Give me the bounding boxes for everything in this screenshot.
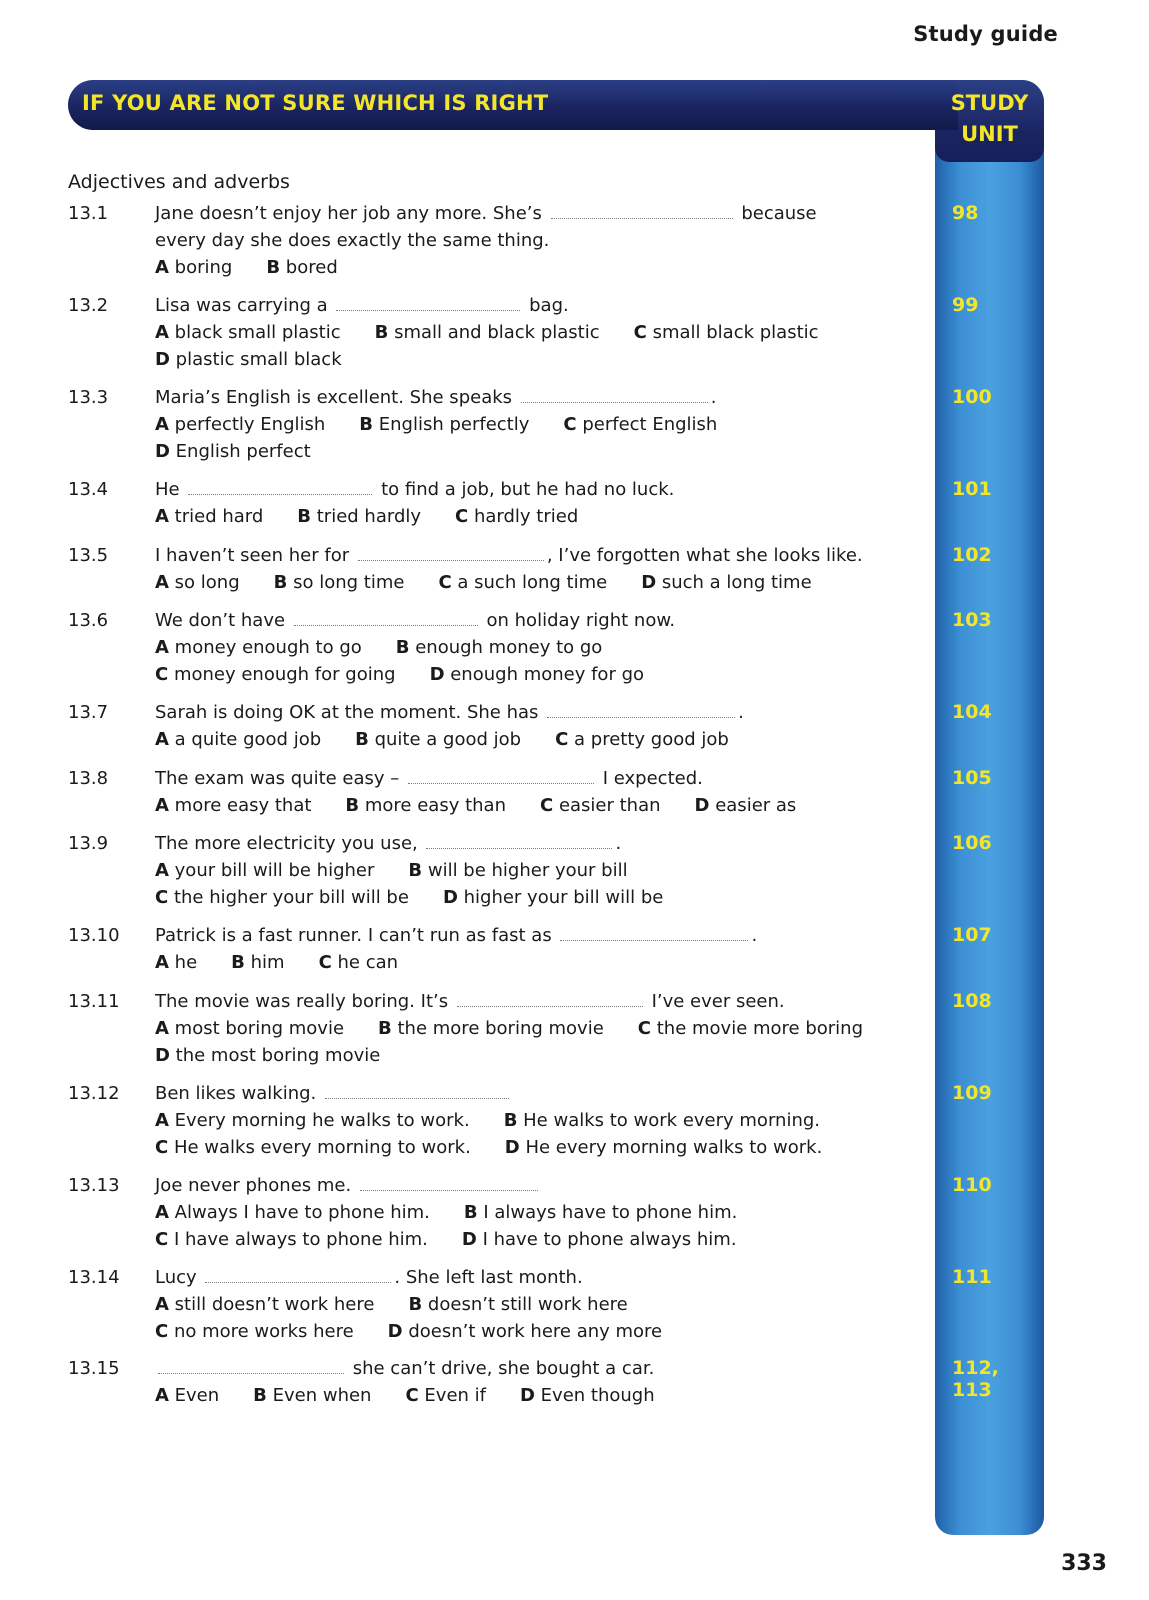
answer-option-a[interactable] <box>155 506 263 527</box>
option-text: hardly tried <box>468 506 579 527</box>
stem-text: every day she does exactly the same thing. <box>155 230 550 251</box>
stem-text: I expected. <box>597 768 703 789</box>
stem-text: Patrick is a fast runner. I can’t run as fast as <box>155 925 558 946</box>
option-text: will be higher your bill <box>422 860 628 881</box>
question-stem <box>155 479 674 500</box>
option-text: most boring movie <box>168 1018 345 1039</box>
option-text: He walks every morning to work. <box>168 1137 471 1158</box>
question-stem <box>155 702 744 723</box>
option-text: I always have to phone him. <box>477 1202 738 1223</box>
options-row <box>155 952 432 973</box>
answer-option-a[interactable] <box>155 322 341 343</box>
option-text: money enough for going <box>168 664 396 685</box>
options-row <box>155 1202 771 1223</box>
option-letter: C <box>155 664 169 685</box>
option-text: Always I have to phone him. <box>168 1202 430 1223</box>
option-letter: B <box>273 572 288 593</box>
answer-blank[interactable] <box>521 388 708 403</box>
question-number: 13.15 <box>68 1358 120 1379</box>
option-text: the movie more boring <box>651 1018 864 1039</box>
option-text: a such long time <box>451 572 608 593</box>
answer-option-d[interactable] <box>430 664 644 685</box>
option-text: your bill will be higher <box>168 860 375 881</box>
answer-option-b[interactable] <box>408 1294 627 1315</box>
question-stem <box>155 387 716 408</box>
stem-text: . <box>615 833 622 854</box>
option-text: Even if <box>418 1385 486 1406</box>
question-number: 13.11 <box>68 991 120 1012</box>
answer-option-c[interactable] <box>555 729 729 750</box>
answer-option-d[interactable] <box>155 441 311 462</box>
option-letter: B <box>408 1294 423 1315</box>
option-letter: D <box>641 572 657 593</box>
question-number: 13.2 <box>68 295 109 316</box>
study-unit-number[interactable]: 110 <box>952 1174 992 1196</box>
option-letter: D <box>155 349 170 370</box>
options-row <box>155 1045 414 1066</box>
running-head: Study guide <box>913 22 1058 46</box>
option-text: higher your bill will be <box>457 887 664 908</box>
stem-text: Maria’s English is excellent. She speaks <box>155 387 518 408</box>
answer-blank[interactable] <box>551 204 733 219</box>
option-letter: B <box>408 860 423 881</box>
answer-blank[interactable] <box>547 703 735 718</box>
option-letter: C <box>318 952 332 973</box>
option-letter: A <box>155 1018 169 1039</box>
study-unit-number[interactable]: 100 <box>952 386 992 408</box>
answer-blank[interactable] <box>325 1084 509 1099</box>
option-letter: D <box>520 1385 535 1406</box>
options-row <box>155 664 678 685</box>
answer-option-b[interactable] <box>266 257 337 278</box>
option-letter: A <box>155 637 169 658</box>
option-text: enough money for go <box>444 664 645 685</box>
option-letter: D <box>442 887 458 908</box>
stem-text: Sarah is doing OK at the moment. She has <box>155 702 545 723</box>
options-row <box>155 1385 689 1406</box>
answer-blank[interactable] <box>294 611 478 626</box>
answer-option-b[interactable] <box>355 729 521 750</box>
study-unit-number[interactable]: 105 <box>952 767 992 789</box>
study-unit-number[interactable]: 109 <box>952 1082 992 1104</box>
option-text: doesn’t still work here <box>422 1294 628 1315</box>
option-letter: B <box>266 257 281 278</box>
answer-blank[interactable] <box>358 546 544 561</box>
option-text: a quite good job <box>168 729 322 750</box>
study-unit-number[interactable]: 108 <box>952 990 992 1012</box>
answer-option-d[interactable] <box>462 1229 737 1250</box>
question-number: 13.9 <box>68 833 109 854</box>
stem-text: to find a job, but he had no luck. <box>375 479 675 500</box>
option-letter: B <box>297 506 312 527</box>
option-text: the higher your bill will be <box>168 887 409 908</box>
option-text: Even when <box>266 1385 372 1406</box>
option-text: money enough to go <box>168 637 362 658</box>
option-text: Every morning he walks to work. <box>168 1110 470 1131</box>
option-text: no more works here <box>168 1321 354 1342</box>
stem-text: because <box>735 203 817 224</box>
page-number: 333 <box>1061 1551 1107 1576</box>
study-unit-header-line1: STUDY <box>950 91 1029 115</box>
answer-option-a[interactable] <box>155 952 197 973</box>
options-row <box>155 572 846 593</box>
question-stem <box>155 295 569 316</box>
options-row <box>155 1110 854 1131</box>
option-text: boring <box>168 257 233 278</box>
answer-option-d[interactable] <box>520 1385 655 1406</box>
answer-option-a[interactable] <box>155 1202 430 1223</box>
answer-option-b[interactable] <box>231 952 284 973</box>
option-text: a pretty good job <box>568 729 729 750</box>
study-unit-number[interactable]: 98 <box>952 202 979 224</box>
answer-option-d[interactable] <box>155 1045 380 1066</box>
option-letter: B <box>253 1385 267 1406</box>
question-number: 13.12 <box>68 1083 120 1104</box>
answer-option-b[interactable] <box>464 1202 737 1223</box>
question-stem <box>155 1083 512 1104</box>
answer-option-c[interactable] <box>155 887 409 908</box>
option-letter: D <box>155 1045 170 1066</box>
option-letter: A <box>155 1385 169 1406</box>
answer-blank[interactable] <box>426 834 612 849</box>
option-letter: A <box>155 952 169 973</box>
option-text: such a long time <box>656 572 812 593</box>
answer-option-a[interactable] <box>155 1110 470 1131</box>
option-letter: B <box>395 637 410 658</box>
stem-text: We don’t have <box>155 610 291 631</box>
option-text: tried hard <box>168 506 264 527</box>
study-unit-number[interactable]: 102 <box>952 544 992 566</box>
option-text: small black plastic <box>646 322 819 343</box>
question-number: 13.13 <box>68 1175 120 1196</box>
options-row <box>155 257 372 278</box>
option-text: more easy that <box>168 795 312 816</box>
options-row <box>155 414 751 435</box>
answer-option-d[interactable] <box>641 572 811 593</box>
option-text: He walks to work every morning. <box>517 1110 820 1131</box>
option-text: doesn’t work here any more <box>402 1321 663 1342</box>
option-text: still doesn’t work here <box>168 1294 375 1315</box>
option-text: English perfectly <box>373 414 530 435</box>
answer-option-c[interactable] <box>155 1229 428 1250</box>
option-text: perfect English <box>576 414 718 435</box>
answer-option-a[interactable] <box>155 257 232 278</box>
study-unit-number[interactable]: 99 <box>952 294 979 316</box>
answer-option-c[interactable] <box>405 1385 486 1406</box>
study-unit-number[interactable]: 111 <box>952 1266 992 1288</box>
stem-text: Lucy <box>155 1267 203 1288</box>
option-text: Even though <box>534 1385 655 1406</box>
options-row <box>155 1018 897 1039</box>
option-letter: C <box>438 572 452 593</box>
study-unit-number[interactable]: 106 <box>952 832 992 854</box>
option-letter: D <box>387 1321 403 1342</box>
option-text: the more boring movie <box>391 1018 604 1039</box>
option-text: I have always to phone him. <box>168 1229 428 1250</box>
options-row <box>155 860 662 881</box>
option-letter: A <box>155 1110 169 1131</box>
option-letter: B <box>503 1110 518 1131</box>
answer-option-c[interactable] <box>638 1018 863 1039</box>
option-letter: A <box>155 257 169 278</box>
answer-option-d[interactable] <box>695 795 797 816</box>
answer-option-c[interactable] <box>155 664 396 685</box>
option-letter: B <box>359 414 374 435</box>
option-text: He every morning walks to work. <box>519 1137 823 1158</box>
answer-blank[interactable] <box>360 1176 538 1191</box>
answer-option-b[interactable] <box>297 506 421 527</box>
option-letter: C <box>155 887 169 908</box>
option-letter: A <box>155 322 169 343</box>
question-number: 13.8 <box>68 768 109 789</box>
answer-option-a[interactable] <box>155 637 362 658</box>
option-text: perfectly English <box>168 414 326 435</box>
options-row <box>155 729 763 750</box>
question-stem <box>155 925 757 946</box>
option-text: so long time <box>287 572 405 593</box>
section-banner <box>68 80 958 130</box>
option-text: quite a good job <box>368 729 522 750</box>
answer-option-a[interactable] <box>155 795 311 816</box>
stem-text: I’ve ever seen. <box>645 991 785 1012</box>
options-row <box>155 349 376 370</box>
option-text: him <box>244 952 285 973</box>
stem-text: I haven’t seen her for <box>155 545 355 566</box>
answer-option-b[interactable] <box>378 1018 604 1039</box>
answer-option-c[interactable] <box>455 506 578 527</box>
options-row <box>155 441 345 462</box>
answer-option-a[interactable] <box>155 572 240 593</box>
option-letter: D <box>155 441 170 462</box>
answer-option-b[interactable] <box>504 1110 820 1131</box>
option-letter: A <box>155 729 169 750</box>
answer-option-d[interactable] <box>155 349 342 370</box>
options-row <box>155 506 612 527</box>
option-text: so long <box>168 572 240 593</box>
answer-option-c[interactable] <box>438 572 607 593</box>
question-stem <box>155 768 703 789</box>
options-row <box>155 1229 771 1250</box>
answer-option-c[interactable] <box>155 1137 471 1158</box>
answer-option-a[interactable] <box>155 729 321 750</box>
answer-option-c[interactable] <box>155 1321 354 1342</box>
option-text: easier as <box>709 795 797 816</box>
option-letter: D <box>504 1137 520 1158</box>
study-unit-number[interactable]: 101 <box>952 478 992 500</box>
option-text: he <box>168 952 198 973</box>
option-letter: D <box>429 664 445 685</box>
answer-option-a[interactable] <box>155 1294 374 1315</box>
stem-text: , I’ve forgotten what she looks like. <box>546 545 863 566</box>
stem-text: . <box>738 702 744 723</box>
option-letter: C <box>155 1229 169 1250</box>
stem-text: . She left last month. <box>394 1267 583 1288</box>
option-letter: A <box>155 414 169 435</box>
options-row <box>155 795 830 816</box>
option-letter: D <box>694 795 710 816</box>
option-letter: A <box>155 860 169 881</box>
question-stem <box>155 833 621 854</box>
question-stem <box>155 1175 541 1196</box>
option-letter: B <box>463 1202 478 1223</box>
answer-option-a[interactable] <box>155 414 325 435</box>
question-number: 13.1 <box>68 203 109 224</box>
answer-option-c[interactable] <box>540 795 661 816</box>
stem-text: The movie was really boring. It’s <box>155 991 454 1012</box>
banner-title: IF YOU ARE NOT SURE WHICH IS RIGHT <box>82 91 549 115</box>
options-row <box>155 1321 696 1342</box>
options-row <box>155 887 697 908</box>
answer-blank[interactable] <box>408 769 594 784</box>
answer-blank[interactable] <box>336 296 520 311</box>
option-letter: C <box>555 729 569 750</box>
stem-text: she can’t drive, she bought a car. <box>347 1358 655 1379</box>
question-stem <box>155 230 549 251</box>
option-text: plastic small black <box>169 349 342 370</box>
stem-text: The more electricity you use, <box>155 833 424 854</box>
stem-text: Ben likes walking. <box>155 1083 322 1104</box>
option-text: English perfect <box>169 441 311 462</box>
option-letter: C <box>455 506 469 527</box>
option-letter: A <box>155 572 169 593</box>
section-title: Adjectives and adverbs <box>68 171 290 193</box>
option-letter: C <box>155 1321 169 1342</box>
option-text: he can <box>331 952 399 973</box>
answer-option-b[interactable] <box>274 572 405 593</box>
stem-text: . <box>710 387 717 408</box>
question-number: 13.7 <box>68 702 109 723</box>
question-stem <box>155 610 675 631</box>
stem-text: He <box>155 479 186 500</box>
option-text: bored <box>280 257 338 278</box>
option-letter: C <box>563 414 577 435</box>
question-stem <box>155 203 817 224</box>
option-letter: C <box>155 1137 169 1158</box>
answer-option-b[interactable] <box>345 795 506 816</box>
answer-option-d[interactable] <box>505 1137 823 1158</box>
stem-text: The exam was quite easy – <box>155 768 406 789</box>
answer-blank[interactable] <box>158 1359 344 1374</box>
option-letter: A <box>155 795 169 816</box>
option-letter: A <box>155 506 169 527</box>
stem-text: Jane doesn’t enjoy her job any more. She’s <box>155 203 548 224</box>
option-letter: B <box>231 952 245 973</box>
option-letter: B <box>378 1018 392 1039</box>
option-letter: B <box>374 322 389 343</box>
answer-option-b[interactable] <box>359 414 529 435</box>
option-text: Even <box>168 1385 220 1406</box>
answer-option-d[interactable] <box>388 1321 662 1342</box>
answer-option-a[interactable] <box>155 860 374 881</box>
option-text: small and black plastic <box>388 322 600 343</box>
answer-option-b[interactable] <box>375 322 600 343</box>
study-unit-number[interactable]: 103 <box>952 609 992 631</box>
question-number: 13.5 <box>68 545 109 566</box>
option-text: enough money to go <box>409 637 603 658</box>
option-letter: C <box>637 1018 652 1039</box>
question-number: 13.6 <box>68 610 109 631</box>
option-text: more easy than <box>359 795 506 816</box>
stem-text: Joe never phones me. <box>155 1175 357 1196</box>
stem-text: Lisa was carrying a <box>155 295 334 316</box>
question-stem <box>155 1267 583 1288</box>
option-letter: C <box>633 322 647 343</box>
answer-option-b[interactable] <box>408 860 627 881</box>
question-number: 13.14 <box>68 1267 120 1288</box>
option-text: black small plastic <box>168 322 341 343</box>
answer-option-d[interactable] <box>443 887 663 908</box>
study-unit-header-line2: UNIT <box>961 122 1018 146</box>
option-letter: A <box>155 1294 169 1315</box>
study-unit-number[interactable]: 104 <box>952 701 992 723</box>
stem-text: bag. <box>523 295 569 316</box>
answer-option-b[interactable] <box>396 637 603 658</box>
options-row <box>155 1294 662 1315</box>
study-unit-number[interactable]: 107 <box>952 924 992 946</box>
answer-option-c[interactable] <box>563 414 717 435</box>
answer-blank[interactable] <box>188 480 372 495</box>
answer-blank[interactable] <box>560 926 748 941</box>
question-stem <box>155 545 863 566</box>
answer-blank[interactable] <box>457 992 643 1007</box>
option-text: tried hardly <box>311 506 422 527</box>
option-letter: B <box>355 729 369 750</box>
study-unit-header <box>935 88 1044 150</box>
answer-option-c[interactable] <box>634 322 819 343</box>
option-text: I have to phone always him. <box>476 1229 737 1250</box>
option-letter: C <box>540 795 554 816</box>
option-text: easier than <box>553 795 661 816</box>
option-letter: D <box>461 1229 477 1250</box>
option-text: the most boring movie <box>169 1045 381 1066</box>
question-stem <box>155 1358 654 1379</box>
stem-text: . <box>751 925 758 946</box>
option-letter: C <box>405 1385 419 1406</box>
option-letter: B <box>345 795 360 816</box>
question-stem <box>155 991 785 1012</box>
answer-option-c[interactable] <box>319 952 398 973</box>
question-number: 13.3 <box>68 387 109 408</box>
question-number: 13.10 <box>68 925 120 946</box>
question-number: 13.4 <box>68 479 109 500</box>
stem-text: on holiday right now. <box>480 610 676 631</box>
options-row <box>155 637 636 658</box>
answer-option-a[interactable] <box>155 1385 219 1406</box>
option-letter: A <box>155 1202 169 1223</box>
answer-option-a[interactable] <box>155 1018 344 1039</box>
answer-option-b[interactable] <box>253 1385 371 1406</box>
study-unit-number[interactable]: 112, 113 <box>952 1357 999 1401</box>
options-row <box>155 322 853 343</box>
answer-blank[interactable] <box>205 1268 391 1283</box>
options-row <box>155 1137 856 1158</box>
